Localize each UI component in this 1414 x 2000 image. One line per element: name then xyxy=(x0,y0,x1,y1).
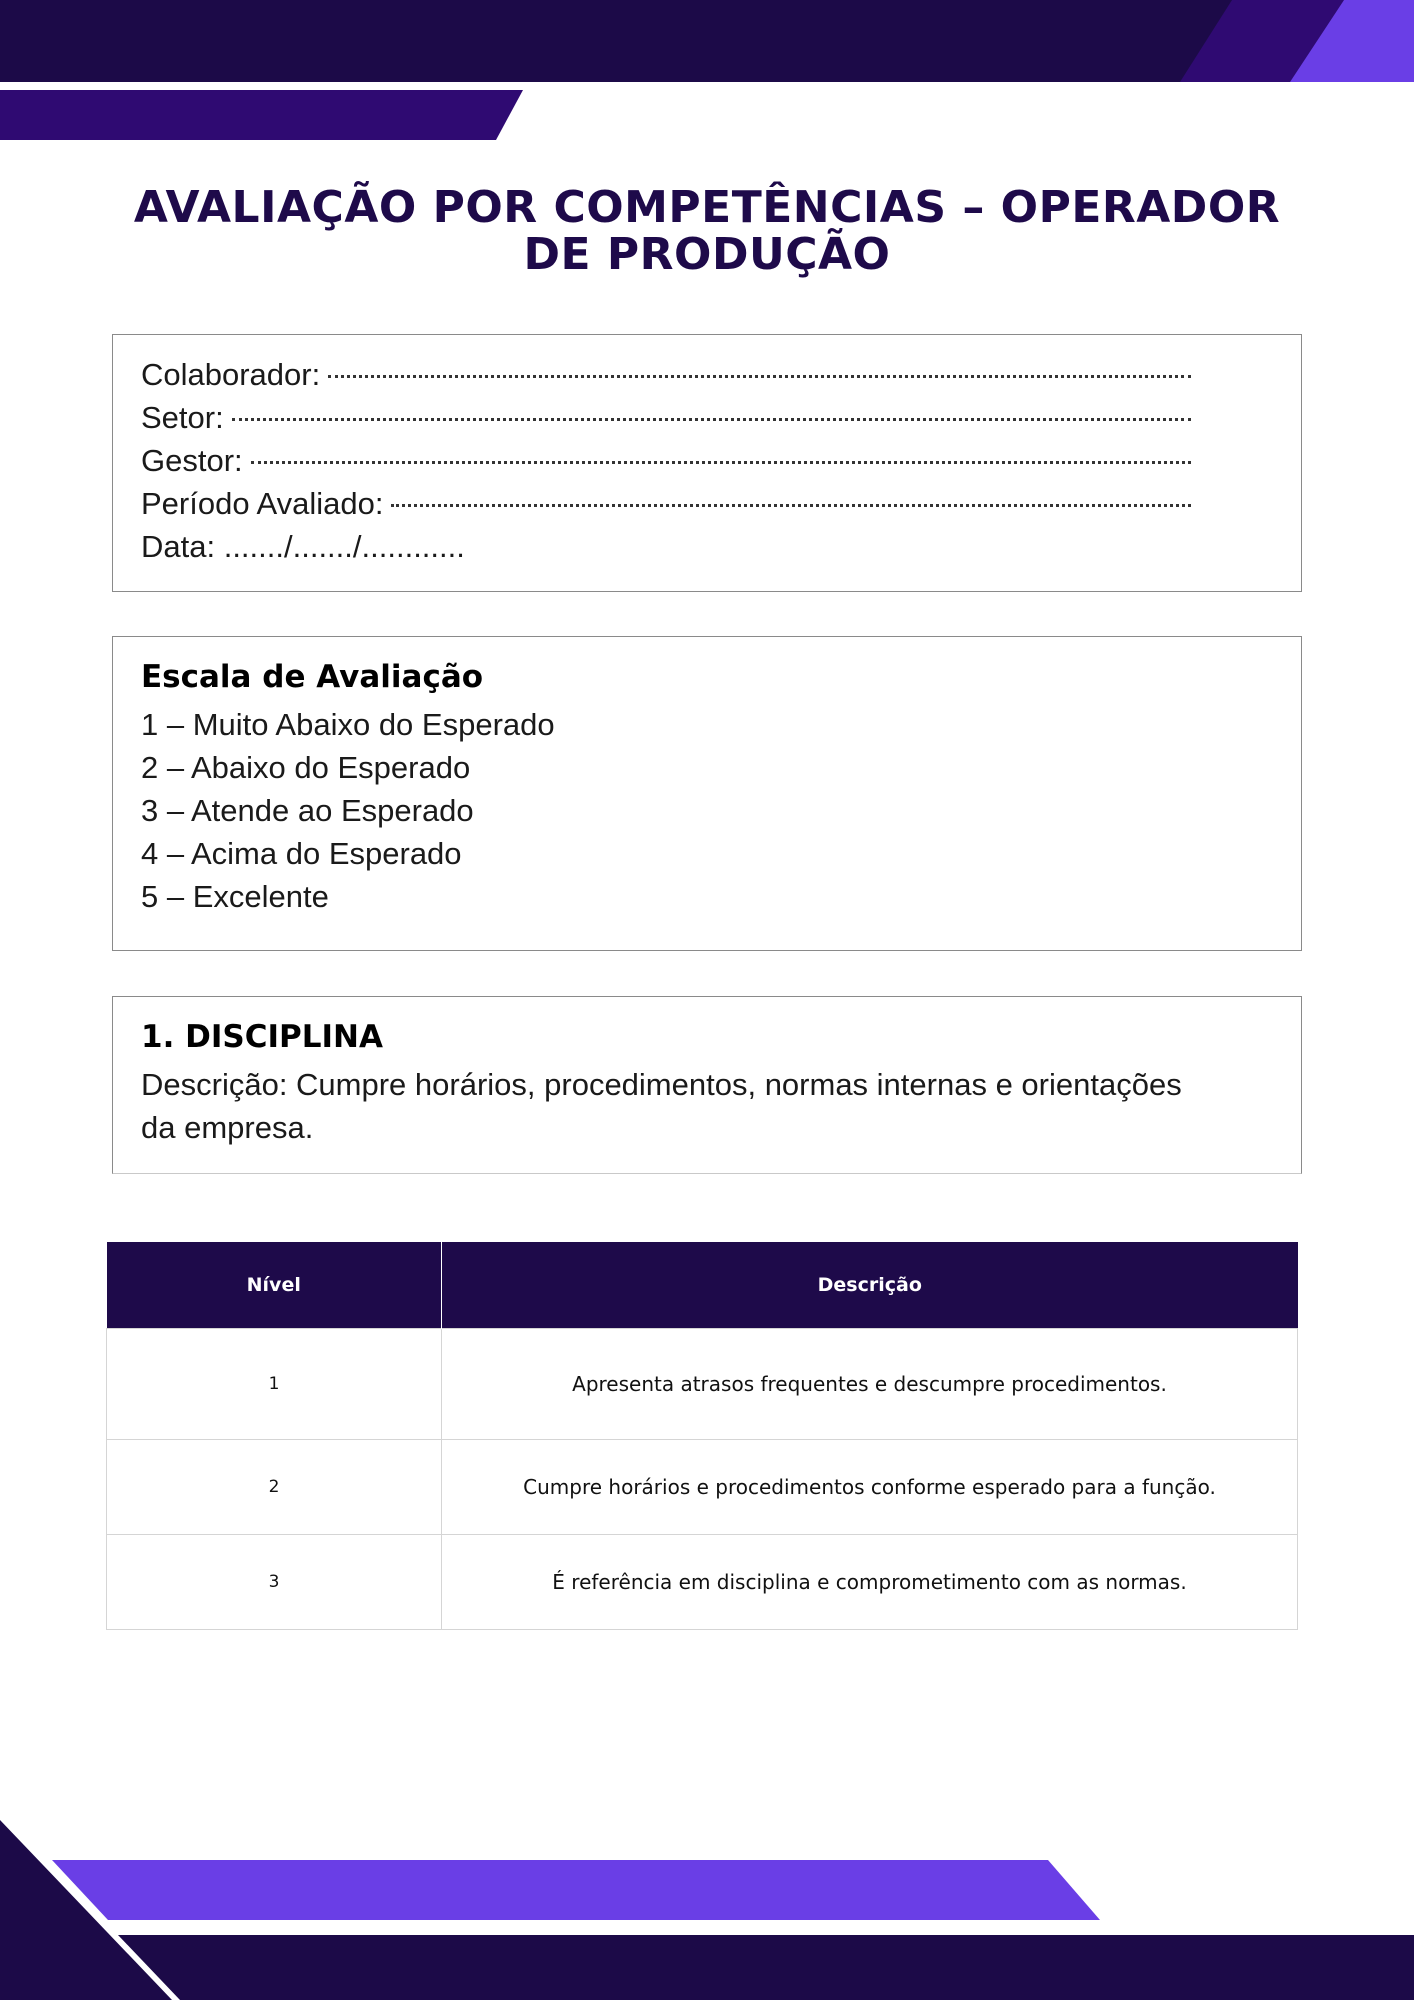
scale-item: 1 – Muito Abaixo do Esperado xyxy=(141,707,555,742)
info-line-setor xyxy=(141,396,1191,439)
scale-item: 2 – Abaixo do Esperado xyxy=(141,750,471,785)
info-label: Gestor: xyxy=(141,443,243,478)
table-row xyxy=(107,1329,1298,1440)
competency-heading: 1. DISCIPLINA xyxy=(141,1019,383,1055)
fill-in-line[interactable] xyxy=(232,418,1191,421)
scale-heading: Escala de Avaliação xyxy=(141,659,484,695)
scale-item: 5 – Excelente xyxy=(141,879,329,914)
level-cell: 3 xyxy=(107,1535,442,1630)
employee-info-box xyxy=(112,334,1302,592)
competency-description: Descrição: Cumpre horários, procedimentos, normas internas e orientações da empresa. xyxy=(141,1067,1182,1145)
info-line-data xyxy=(141,525,1191,568)
header-nivel: Nível xyxy=(107,1242,442,1329)
table-row xyxy=(107,1535,1298,1630)
scale-item: 4 – Acima do Esperado xyxy=(141,836,462,871)
level-cell: 2 xyxy=(107,1440,442,1535)
table-row xyxy=(107,1440,1298,1535)
rating-scale-box xyxy=(112,636,1302,951)
fill-in-line[interactable] xyxy=(251,461,1191,464)
header-decoration xyxy=(0,0,1414,150)
info-line-gestor xyxy=(141,439,1191,482)
info-label-date[interactable]: Data: ......./......./............ xyxy=(141,529,465,564)
scale-item: 3 – Atende ao Esperado xyxy=(141,793,474,828)
info-line-periodo xyxy=(141,482,1191,525)
description-cell: É referência em disciplina e comprometimento com as normas. xyxy=(442,1535,1298,1630)
info-label: Setor: xyxy=(141,400,224,435)
footer-decoration xyxy=(0,1800,1414,2000)
fill-in-line[interactable] xyxy=(328,375,1191,378)
header-descricao: Descrição xyxy=(442,1242,1298,1329)
info-label: Colaborador: xyxy=(141,357,321,392)
description-cell: Apresenta atrasos frequentes e descumpre procedimentos. xyxy=(442,1329,1298,1440)
table-header-row xyxy=(107,1242,1298,1329)
page-title: AVALIAÇÃO POR COMPETÊNCIAS – OPERADOR DE PRODUÇÃO xyxy=(133,182,1281,280)
level-cell: 1 xyxy=(107,1329,442,1440)
levels-table xyxy=(106,1242,1298,1630)
info-label: Período Avaliado: xyxy=(141,486,384,521)
info-line-colaborador xyxy=(141,353,1191,396)
fill-in-line[interactable] xyxy=(391,504,1191,507)
description-cell: Cumpre horários e procedimentos conforme esperado para a função. xyxy=(442,1440,1298,1535)
competency-box xyxy=(112,996,1302,1174)
